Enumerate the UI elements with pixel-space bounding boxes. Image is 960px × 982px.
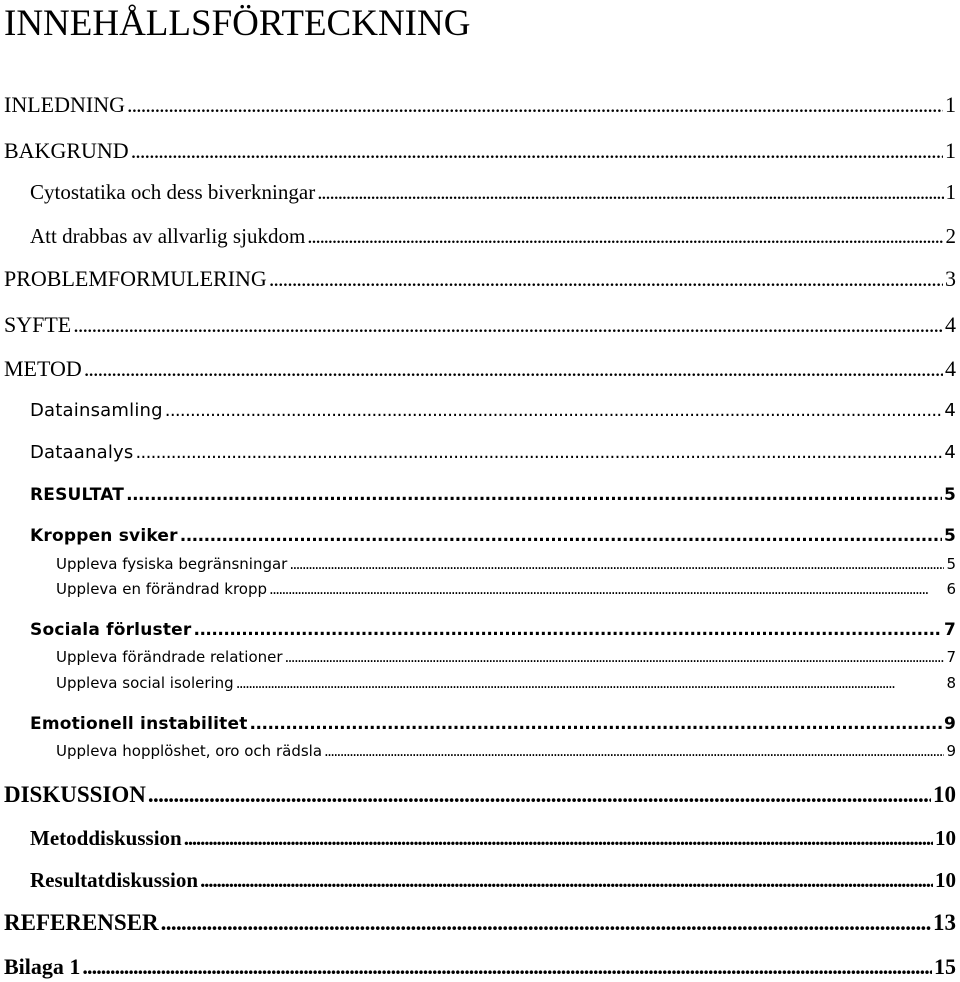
toc-entry-label: PROBLEMFORMULERING bbox=[4, 266, 267, 291]
toc-page-number: 1 bbox=[945, 138, 956, 163]
toc-entry-label: Cytostatika och dess biverkningar bbox=[30, 180, 316, 204]
toc-entry-label: RESULTAT bbox=[30, 485, 125, 505]
toc-dot-leader bbox=[180, 526, 942, 546]
toc-page-number: 15 bbox=[934, 954, 956, 979]
toc-entry-referenser[interactable] bbox=[4, 910, 956, 936]
toc-entry-label: DISKUSSION bbox=[4, 782, 146, 807]
toc-entry-forandrad-kropp[interactable] bbox=[56, 580, 956, 598]
toc-dot-leader bbox=[200, 868, 933, 893]
page-title: INNEHÅLLSFÖRTECKNING bbox=[4, 3, 471, 44]
toc-entry-bakgrund[interactable] bbox=[4, 138, 956, 164]
toc-page-number: 1 bbox=[945, 180, 956, 204]
toc-page-number: 1 bbox=[945, 92, 956, 117]
toc-page-number: 3 bbox=[945, 266, 956, 291]
toc-dot-leader bbox=[236, 674, 945, 692]
toc-entry-metoddiskussion[interactable] bbox=[30, 826, 956, 851]
toc-entry-resultatdiskussion[interactable] bbox=[30, 868, 956, 893]
toc-page-number: 5 bbox=[946, 555, 956, 573]
toc-page-number: 13 bbox=[933, 910, 956, 935]
toc-page-number: 9 bbox=[943, 714, 956, 734]
toc-entry-label: Att drabbas av allvarlig sjukdom bbox=[30, 224, 306, 248]
toc-page-number: 9 bbox=[946, 742, 956, 760]
toc-entry-forandrade-relationer[interactable] bbox=[56, 648, 956, 666]
toc-dot-leader bbox=[135, 442, 942, 463]
toc-page-number: 2 bbox=[945, 224, 956, 248]
toc-page-number: 4 bbox=[944, 400, 956, 421]
toc-page-number: 7 bbox=[946, 648, 956, 666]
toc-page-number: 7 bbox=[943, 620, 956, 640]
toc-entry-sociala-forluster[interactable] bbox=[30, 620, 956, 640]
toc-page-number: 10 bbox=[935, 868, 956, 892]
toc-dot-leader bbox=[82, 954, 932, 980]
toc-entry-syfte[interactable] bbox=[4, 312, 956, 338]
toc-page-number: 8 bbox=[946, 674, 956, 692]
toc-dot-leader bbox=[127, 92, 943, 118]
toc-entry-label: INLEDNING bbox=[4, 92, 125, 117]
toc-dot-leader bbox=[193, 620, 942, 640]
toc-entry-label: Datainsamling bbox=[30, 400, 163, 421]
toc-page-number: 4 bbox=[944, 442, 956, 463]
toc-entry-problemformulering[interactable] bbox=[4, 266, 956, 292]
toc-entry-label: Uppleva social isolering bbox=[56, 674, 234, 692]
toc-entry-label: Uppleva en förändrad kropp bbox=[56, 580, 267, 598]
toc-entry-label: BAKGRUND bbox=[4, 138, 129, 163]
toc-entry-inledning[interactable] bbox=[4, 92, 956, 118]
toc-entry-dataanalys[interactable] bbox=[30, 442, 956, 463]
toc-dot-leader bbox=[324, 742, 944, 760]
toc-entry-social-isolering[interactable] bbox=[56, 674, 956, 692]
toc-page-number: 5 bbox=[943, 485, 956, 505]
toc-dot-leader bbox=[317, 180, 943, 205]
toc-dot-leader bbox=[131, 138, 943, 164]
toc-entry-emotionell-instabilitet[interactable] bbox=[30, 714, 956, 734]
toc-entry-label: Emotionell instabilitet bbox=[30, 714, 248, 734]
toc-dot-leader bbox=[289, 555, 944, 573]
toc-entry-label: Uppleva hopplöshet, oro och rädsla bbox=[56, 742, 323, 760]
toc-dot-leader bbox=[285, 648, 945, 666]
toc-dot-leader bbox=[307, 224, 943, 249]
toc-entry-label: Kroppen sviker bbox=[30, 526, 178, 546]
toc-entry-label: SYFTE bbox=[4, 312, 72, 337]
toc-page-number: 4 bbox=[945, 356, 956, 381]
toc-page-number: 10 bbox=[933, 782, 956, 807]
toc-dot-leader bbox=[269, 266, 943, 292]
toc-dot-leader bbox=[184, 826, 933, 851]
toc-dot-leader bbox=[165, 400, 943, 421]
toc-entry-label: Resultatdiskussion bbox=[30, 868, 199, 892]
toc-entry-diskussion[interactable] bbox=[4, 782, 956, 808]
toc-page-number: 6 bbox=[946, 580, 956, 598]
toc-dot-leader bbox=[73, 312, 943, 338]
toc-entry-bilaga-1[interactable] bbox=[4, 954, 956, 980]
toc-entry-label: Uppleva fysiska begränsningar bbox=[56, 555, 288, 573]
toc-dot-leader bbox=[126, 485, 942, 505]
toc-entry-att-drabbas[interactable] bbox=[30, 224, 956, 249]
toc-entry-cytostatika[interactable] bbox=[30, 180, 956, 205]
toc-entry-label: Sociala förluster bbox=[30, 620, 192, 640]
toc-entry-label: Metoddiskussion bbox=[30, 826, 182, 850]
toc-page-number: 10 bbox=[935, 826, 956, 850]
toc-entry-label: Uppleva förändrade relationer bbox=[56, 648, 283, 666]
toc-entry-resultat[interactable] bbox=[30, 485, 956, 505]
toc-dot-leader bbox=[161, 910, 931, 936]
toc-entry-label: Bilaga 1 bbox=[4, 954, 81, 979]
toc-dot-leader bbox=[250, 714, 942, 734]
toc-dot-leader bbox=[84, 356, 943, 382]
toc-page-number: 4 bbox=[945, 312, 956, 337]
toc-entry-datainsamling[interactable] bbox=[30, 400, 956, 421]
toc-entry-kroppen-sviker[interactable] bbox=[30, 526, 956, 546]
toc-dot-leader bbox=[269, 580, 944, 598]
toc-entry-label: REFERENSER bbox=[4, 910, 159, 935]
toc-entry-metod[interactable] bbox=[4, 356, 956, 382]
toc-entry-fysiska-begransningar[interactable] bbox=[56, 555, 956, 573]
toc-entry-hopploshet[interactable] bbox=[56, 742, 956, 760]
toc-entry-label: Dataanalys bbox=[30, 442, 134, 463]
toc-dot-leader bbox=[148, 782, 931, 808]
toc-entry-label: METOD bbox=[4, 356, 82, 381]
toc-page-number: 5 bbox=[943, 526, 956, 546]
